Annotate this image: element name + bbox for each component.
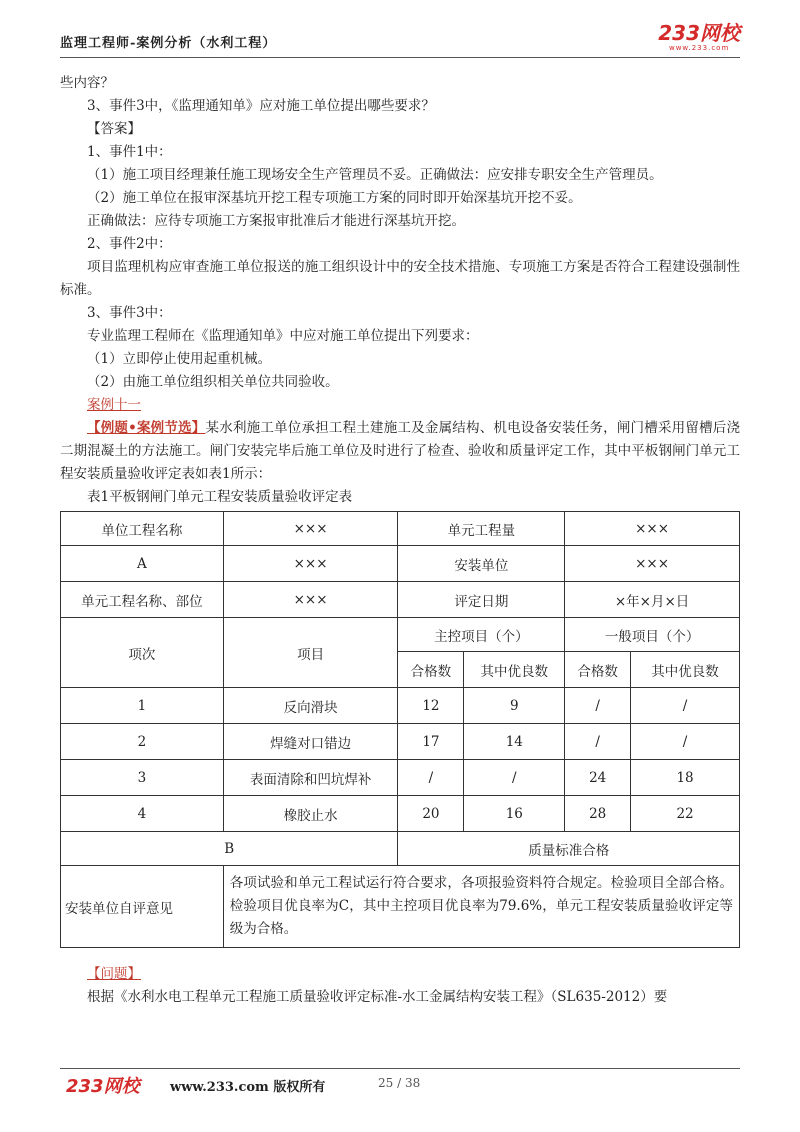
header-seq: 项次: [61, 618, 224, 688]
table-cell: 单位工程名称: [61, 512, 224, 546]
cell-quality: 质量标准合格: [398, 832, 740, 866]
page-footer: [60, 1068, 740, 1098]
cell-item: 橡胶止水: [223, 796, 398, 832]
body-line: 正确做法：应待专项施工方案报审批准后才能进行深基坑开挖。: [87, 213, 465, 229]
footer-site[interactable]: www.233.com 版权所有: [170, 1080, 326, 1095]
table-cell: ×××: [223, 546, 398, 582]
table-cell: 单元工程名称、部位: [61, 582, 224, 618]
table-cell: 安装单位: [398, 546, 565, 582]
table-row: [61, 796, 740, 832]
cell-general-excellent: /: [631, 688, 740, 724]
answer-heading: 【答案】: [87, 121, 141, 137]
footer-divider: [60, 1068, 740, 1069]
body-line: （2）由施工单位组织相关单位共同验收。: [87, 374, 339, 390]
cell-general-pass: 28: [565, 796, 631, 832]
cell-item: 表面清除和凹坑焊补: [223, 760, 398, 796]
example-text: 某水利施工单位承担工程土建施工及金属结构、机电设备安装任务，闸门槽采用留槽后浇二期混凝土的方法施工。闸门安装完毕后施工单位及时进行了检查、验收和质量评定工作，其中平板钢闸门单元工程安装质量验收评定表如表1所示：: [60, 420, 741, 482]
logo-main: 233网校: [658, 21, 740, 45]
question-text: 根据《水利水电工程单元工程施工质量验收评定标准-水工金属结构安装工程》（SL635-2012）要: [87, 989, 668, 1005]
cell-main-excellent: 9: [464, 688, 565, 724]
cell-general-excellent: 18: [631, 760, 740, 796]
header-title: 监理工程师-案例分析（水利工程）: [60, 36, 277, 51]
cell-general-excellent: /: [631, 724, 740, 760]
cell-main-pass: 17: [398, 724, 464, 760]
body-line: 3、事件3中，《监理通知单》应对施工单位提出哪些要求？: [87, 98, 435, 114]
header-excellent: 其中优良数: [631, 652, 740, 688]
cell-general-excellent: 22: [631, 796, 740, 832]
brand-logo[interactable]: [658, 22, 740, 52]
header-main-items: 主控项目（个）: [398, 618, 565, 652]
body-paragraph: 项目监理机构应审查施工单位报送的施工组织设计中的安全技术措施、专项施工方案是否符合工程建设强制性标准。: [60, 259, 740, 298]
cell-main-pass: 12: [398, 688, 464, 724]
cell-item: 焊缝对口错边: [223, 724, 398, 760]
table-cell: ×××: [223, 582, 398, 618]
page-number: 25 / 38: [378, 1076, 421, 1090]
page-header: [60, 22, 740, 58]
document-body: [60, 72, 740, 509]
cell-main-excellent: 14: [464, 724, 565, 760]
footer-logo[interactable]: 233网校: [66, 1076, 140, 1097]
case-title: 案例十一: [87, 397, 141, 413]
body-line: （1）施工项目经理兼任施工现场安全生产管理员不妥。正确做法：应安排专职安全生产管理员。: [87, 167, 663, 183]
header-item: 项目: [223, 618, 398, 688]
header-pass: 合格数: [565, 652, 631, 688]
cell-general-pass: 24: [565, 760, 631, 796]
table-cell: 评定日期: [398, 582, 565, 618]
header-excellent: 其中优良数: [464, 652, 565, 688]
cell-general-pass: /: [565, 688, 631, 724]
question-tag: 【问题】: [87, 966, 141, 982]
cell-seq: 4: [61, 796, 224, 832]
table-row: [61, 724, 740, 760]
cell-seq: 1: [61, 688, 224, 724]
body-line: 些内容？: [60, 75, 114, 91]
cell-main-excellent: /: [464, 760, 565, 796]
body-line: 专业监理工程师在《监理通知单》中应对施工单位提出下列要求：: [87, 328, 479, 344]
table-caption: 表1平板钢闸门单元工程安装质量验收评定表: [87, 489, 353, 505]
body-line: 3、事件3中：: [87, 305, 172, 321]
body-line: 2、事件2中：: [87, 236, 172, 252]
cell-seq: 2: [61, 724, 224, 760]
cell-opinion-text: 各项试验和单元工程试运行符合要求，各项报验资料符合规定。检验项目全部合格。检验项目优良率为C，其中主控项目优良率为79.6%，单元工程安装质量验收评定等级为合格。: [223, 866, 739, 948]
cell-main-pass: 20: [398, 796, 464, 832]
table-cell: ×××: [565, 512, 740, 546]
table-cell: ×年×月×日: [565, 582, 740, 618]
table-row: [61, 688, 740, 724]
evaluation-table: [60, 511, 740, 948]
table-row: [61, 760, 740, 796]
cell-b: B: [61, 832, 398, 866]
logo-sub: www.233.com: [668, 44, 730, 52]
cell-main-pass: /: [398, 760, 464, 796]
table-cell: 单元工程量: [398, 512, 565, 546]
body-line: （2）施工单位在报审深基坑开挖工程专项施工方案的同时即开始深基坑开挖不妥。: [87, 190, 582, 206]
example-tag: 【例题•案例节选】: [87, 420, 206, 436]
question-section: [60, 963, 740, 1009]
body-line: （1）立即停止使用起重机械。: [87, 351, 272, 367]
cell-main-excellent: 16: [464, 796, 565, 832]
header-pass: 合格数: [398, 652, 464, 688]
cell-item: 反向滑块: [223, 688, 398, 724]
cell-general-pass: /: [565, 724, 631, 760]
table-cell: A: [61, 546, 224, 582]
body-line: 1、事件1中：: [87, 144, 172, 160]
cell-seq: 3: [61, 760, 224, 796]
cell-opinion-label: 安装单位自评意见: [61, 866, 224, 948]
table-cell: ×××: [565, 546, 740, 582]
table-cell: ×××: [223, 512, 398, 546]
header-divider: [60, 57, 740, 58]
header-general-items: 一般项目（个）: [565, 618, 740, 652]
example-paragraph: [60, 417, 740, 486]
